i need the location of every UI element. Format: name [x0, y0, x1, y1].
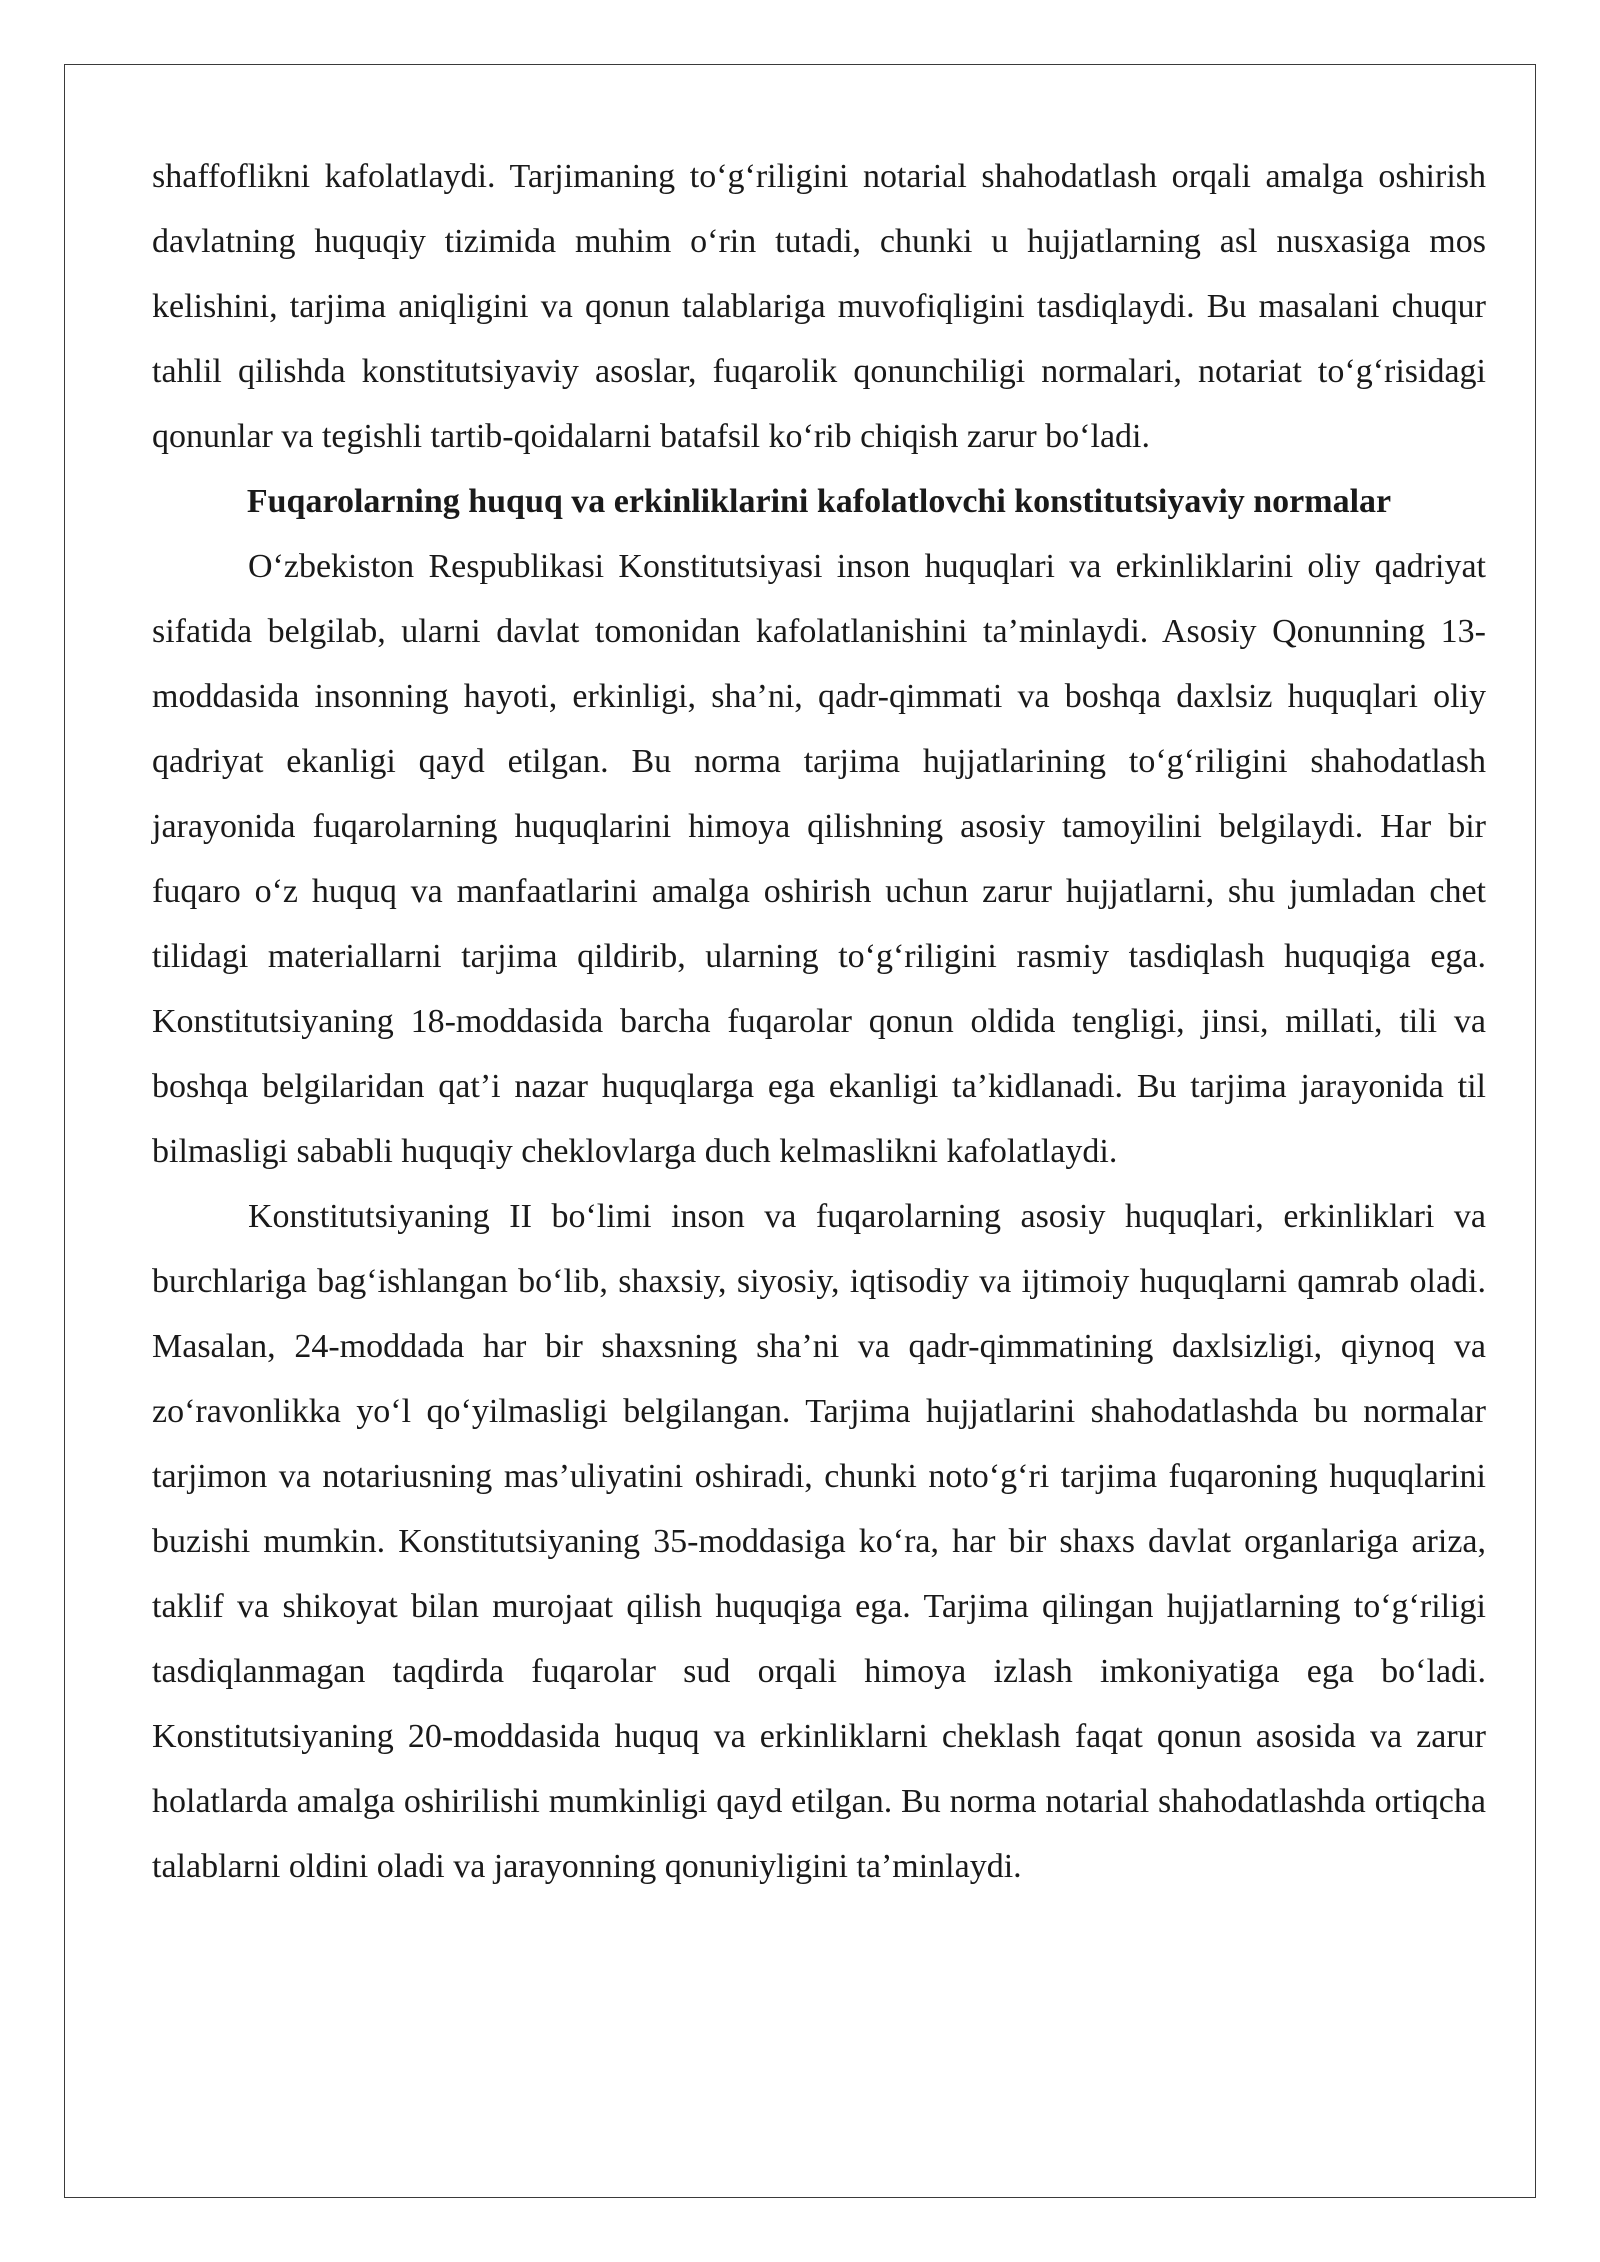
paragraph-continuation: shaffoflikni kafolatlaydi. Tarjimaning to‘g‘riligini notarial shahodatlash orqali amalga oshirish davlatning huquqiy tizimida muhim o‘rin tutadi, chunki u hujjatlarning asl nusxasiga mos kelishini, tarjima aniqligini va qonun talablariga muvofiqligini tasdiqlaydi. Bu masalani chuqur tahlil qilishda konstitutsiyaviy asoslar, fuqarolik qonunchiligi normalari, notariat to‘g‘risidagi qonunlar va tegishli tartib-qoidalarni batafsil ko‘rib chiqish zarur bo‘ladi.	[152, 158, 1486, 455]
paragraph-constitution-section-two: Konstitutsiyaning II bo‘limi inson va fuqarolarning asosiy huquqlari, erkinliklari va burchlariga bag‘ishlangan bo‘lib, shaxsiy, siyosiy, iqtisodiy va ijtimoiy huquqlarni qamrab oladi. Masalan, 24-moddada har bir shaxsning sha’ni va qadr-qimmatining daxlsizligi, qiynoq va zo‘ravonlikka yo‘l qo‘yilmasligi belgilangan. Tarjima hujjatlarini shahodatlashda bu normalar tarjimon va notariusning mas’uliyatini oshiradi, chunki noto‘g‘ri tarjima fuqaroning huquqlarini buzishi mumkin. Konstitutsiyaning 35-moddasiga ko‘ra, har bir shaxs davlat organlariga ariza, taklif va shikoyat bilan murojaat qilish huquqiga ega. Tarjima qilingan hujjatlarning to‘g‘riligi tasdiqlanmagan taqdirda fuqarolar sud orqali himoya izlash imkoniyatiga ega bo‘ladi. Konstitutsiyaning 20-moddasida huquq va erkinliklarni cheklash faqat qonun asosida va zarur holatlarda amalga oshirilishi mumkinligi qayd etilgan. Bu norma notarial shahodatlashda ortiqcha talablarni oldini oladi va jarayonning qonuniyligini ta’minlaydi.	[152, 1198, 1486, 1885]
document-body	[152, 144, 1486, 1899]
section-heading: Fuqarolarning huquq va erkinliklarini kafolatlovchi konstitutsiyaviy normalar	[246, 483, 1392, 520]
paragraph-constitution-rights: O‘zbekiston Respublikasi Konstitutsiyasi inson huquqlari va erkinliklarini oliy qadriyat sifatida belgilab, ularni davlat tomonidan kafolatlanishini ta’minlaydi. Asosiy Qonunning 13-moddasida insonning hayoti, erkinligi, sha’ni, qadr-qimmati va boshqa daxlsiz huquqlari oliy qadriyat ekanligi qayd etilgan. Bu norma tarjima hujjatlarining to‘g‘riligini shahodatlash jarayonida fuqarolarning huquqlarini himoya qilishning asosiy tamoyilini belgilaydi. Har bir fuqaro o‘z huquq va manfaatlarini amalga oshirish uchun zarur hujjatlarni, shu jumladan chet tilidagi materiallarni tarjima qildirib, ularning to‘g‘riligini rasmiy tasdiqlash huquqiga ega. Konstitutsiyaning 18-moddasida barcha fuqarolar qonun oldida tengligi, jinsi, millati, tili va boshqa belgilaridan qat’i nazar huquqlarga ega ekanligi ta’kidlanadi. Bu tarjima jarayonida til bilmasligi sababli huquqiy cheklovlarga duch kelmaslikni kafolatlaydi.	[152, 548, 1486, 1170]
